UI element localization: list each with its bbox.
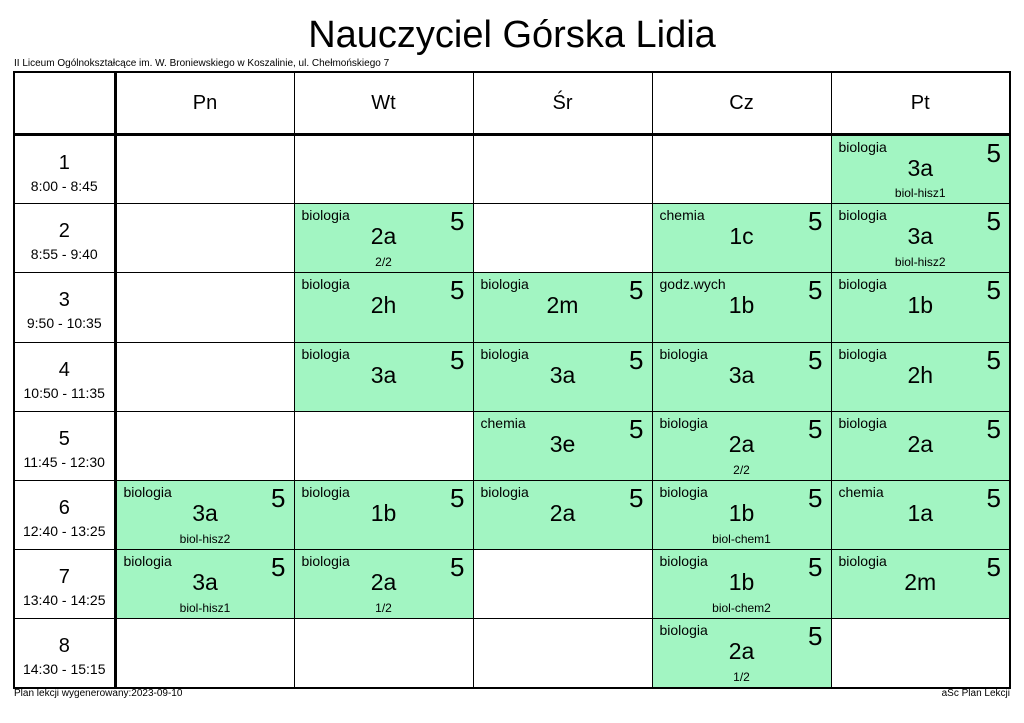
lesson-subject: chemia xyxy=(480,414,526,431)
period-time: 9:50 - 10:35 xyxy=(26,315,102,332)
period-row xyxy=(14,480,1010,549)
generated-note: Plan lekcji wygenerowany:2023-09-10 xyxy=(14,688,183,699)
lesson-cell xyxy=(294,550,473,619)
lesson-class: 3a xyxy=(370,361,397,388)
lesson-room: 5 xyxy=(986,138,1001,168)
lesson-cell xyxy=(652,204,831,273)
empty-cell xyxy=(473,204,652,273)
lesson-cell xyxy=(294,273,473,342)
day-header: Wt xyxy=(294,72,473,135)
empty-cell xyxy=(831,619,1010,688)
lesson-room: 5 xyxy=(986,482,1001,513)
day-header: Cz xyxy=(652,72,831,135)
lesson-room: 5 xyxy=(808,344,823,375)
lesson-cell xyxy=(831,342,1010,411)
timetable xyxy=(13,71,1011,689)
lesson-subject: biologia xyxy=(301,483,350,500)
lesson-class: 1c xyxy=(729,223,754,250)
period-time: 14:30 - 15:15 xyxy=(22,661,106,678)
lesson-cell xyxy=(473,411,652,480)
empty-cell xyxy=(115,135,294,204)
period-number: 2 xyxy=(58,220,70,243)
lesson-room: 5 xyxy=(808,413,823,444)
school-name: II Liceum Ogólnokształcące im. W. Broniewskiego w Koszalinie, ul. Chełmońskiego 7 xyxy=(14,58,390,69)
lesson-subject: biologia xyxy=(301,553,350,570)
lesson-subject: biologia xyxy=(123,553,172,570)
lesson-class: 1a xyxy=(907,499,934,526)
lesson-cell xyxy=(115,550,294,619)
lesson-class: 3a xyxy=(192,569,218,596)
period-header xyxy=(14,619,115,688)
lesson-cell xyxy=(652,273,831,342)
period-time: 13:40 - 14:25 xyxy=(22,592,106,609)
day-header: Śr xyxy=(473,72,652,135)
period-row xyxy=(14,273,1010,342)
lesson-room: 5 xyxy=(808,275,823,306)
period-header xyxy=(14,411,115,480)
lesson-class: 3a xyxy=(907,223,934,250)
period-number: 4 xyxy=(58,358,70,381)
period-number: 1 xyxy=(58,151,70,174)
empty-cell xyxy=(473,550,652,619)
lesson-group: 1/2 xyxy=(375,601,392,616)
lesson-room: 5 xyxy=(986,344,1001,375)
lesson-subject: biologia xyxy=(838,207,887,224)
lesson-subject: biologia xyxy=(301,345,350,362)
lesson-class: 2a xyxy=(370,223,397,250)
empty-cell xyxy=(115,273,294,342)
period-number: 7 xyxy=(58,566,70,589)
lesson-room: 5 xyxy=(808,552,823,583)
lesson-subject: biologia xyxy=(480,345,529,362)
lesson-subject: chemia xyxy=(659,207,705,224)
lesson-group: biol-hisz1 xyxy=(894,186,946,201)
lesson-class: 2a xyxy=(728,638,755,665)
period-time: 10:50 - 11:35 xyxy=(23,384,105,401)
period-row xyxy=(14,619,1010,688)
period-number: 6 xyxy=(58,497,70,520)
lesson-group: biol-hisz2 xyxy=(179,532,231,547)
period-number: 3 xyxy=(58,289,70,312)
lesson-room: 5 xyxy=(450,482,465,513)
lesson-cell xyxy=(473,480,652,549)
empty-cell xyxy=(473,135,652,204)
lesson-class: 2a xyxy=(907,430,934,457)
lesson-cell xyxy=(831,411,1010,480)
period-time: 12:40 - 13:25 xyxy=(22,523,106,540)
empty-cell xyxy=(294,411,473,480)
lesson-class: 2a xyxy=(728,430,755,457)
empty-cell xyxy=(115,204,294,273)
period-header xyxy=(14,204,115,273)
lesson-group: biol-chem2 xyxy=(712,601,771,616)
lesson-group: 1/2 xyxy=(733,670,750,684)
corner-cell xyxy=(14,72,115,135)
empty-cell xyxy=(115,342,294,411)
lesson-subject: biologia xyxy=(838,139,887,155)
lesson-cell xyxy=(473,273,652,342)
lesson-class: 2h xyxy=(907,361,934,388)
lesson-class: 2a xyxy=(370,569,397,596)
period-header xyxy=(14,273,115,342)
lesson-room: 5 xyxy=(986,552,1001,583)
brand-note: aSc Plan Lekcji xyxy=(941,688,1010,699)
lesson-class: 1b xyxy=(907,292,934,319)
lesson-room: 5 xyxy=(629,344,644,375)
period-row xyxy=(14,342,1010,411)
day-header: Pn xyxy=(115,72,294,135)
lesson-cell xyxy=(294,204,473,273)
lesson-group: biol-hisz2 xyxy=(894,255,946,270)
lesson-subject: biologia xyxy=(123,483,172,500)
lesson-cell xyxy=(831,204,1010,273)
lesson-subject: biologia xyxy=(301,207,350,224)
lesson-class: 1b xyxy=(728,292,755,319)
lesson-subject: biologia xyxy=(838,414,887,431)
lesson-class: 2m xyxy=(904,569,937,596)
lesson-room: 5 xyxy=(629,275,644,306)
period-number: 8 xyxy=(58,635,70,658)
lesson-subject: biologia xyxy=(659,414,708,431)
lesson-cell xyxy=(831,480,1010,549)
lesson-room: 5 xyxy=(808,482,823,513)
period-row xyxy=(14,135,1010,204)
lesson-class: 1b xyxy=(728,569,755,596)
lesson-subject: biologia xyxy=(301,276,350,293)
lesson-cell xyxy=(652,342,831,411)
lesson-subject: chemia xyxy=(838,483,884,500)
lesson-cell xyxy=(652,550,831,619)
lesson-cell xyxy=(652,480,831,549)
lesson-subject: biologia xyxy=(838,276,887,293)
lesson-class: 3a xyxy=(549,361,576,388)
period-row xyxy=(14,550,1010,619)
lesson-subject: biologia xyxy=(480,483,529,500)
lesson-group: 2/2 xyxy=(733,462,750,477)
lesson-room: 5 xyxy=(629,482,644,513)
period-header xyxy=(14,550,115,619)
lesson-cell xyxy=(294,342,473,411)
lesson-subject: biologia xyxy=(838,345,887,362)
period-time: 11:45 - 12:30 xyxy=(23,453,105,470)
lesson-cell xyxy=(831,135,1010,204)
empty-cell xyxy=(115,411,294,480)
lesson-subject: biologia xyxy=(659,345,708,362)
period-time: 8:00 - 8:45 xyxy=(30,177,98,194)
lesson-class: 3a xyxy=(728,361,755,388)
lesson-room: 5 xyxy=(986,206,1001,237)
lesson-room: 5 xyxy=(271,482,286,513)
period-header xyxy=(14,342,115,411)
lesson-class: 2m xyxy=(546,292,579,319)
period-row xyxy=(14,204,1010,273)
lesson-room: 5 xyxy=(629,413,644,444)
lesson-room: 5 xyxy=(450,206,465,237)
lesson-room: 5 xyxy=(808,621,823,652)
lesson-cell xyxy=(115,480,294,549)
lesson-cell xyxy=(831,550,1010,619)
lesson-class: 3a xyxy=(907,155,934,181)
lesson-room: 5 xyxy=(986,413,1001,444)
lesson-group: biol-hisz1 xyxy=(179,601,231,616)
lesson-class: 2h xyxy=(370,292,397,319)
period-time: 8:55 - 9:40 xyxy=(30,246,98,263)
lesson-cell xyxy=(473,342,652,411)
lesson-class: 1b xyxy=(728,499,755,526)
lesson-group: 2/2 xyxy=(375,255,392,270)
lesson-class: 3e xyxy=(549,430,576,457)
lesson-subject: biologia xyxy=(659,553,708,570)
lesson-cell xyxy=(652,619,831,688)
page-title: Nauczyciel Górska Lidia xyxy=(308,14,716,56)
lesson-subject: biologia xyxy=(659,483,708,500)
lesson-group: biol-chem1 xyxy=(712,532,771,547)
lesson-class: 3a xyxy=(192,499,218,526)
lesson-subject: biologia xyxy=(480,276,529,293)
lesson-room: 5 xyxy=(271,552,286,583)
lesson-room: 5 xyxy=(986,275,1001,306)
day-header: Pt xyxy=(831,72,1010,135)
empty-cell xyxy=(652,135,831,204)
lesson-subject: biologia xyxy=(838,553,887,570)
period-row xyxy=(14,411,1010,480)
lesson-room: 5 xyxy=(450,275,465,306)
lesson-room: 5 xyxy=(808,206,823,237)
day-header-row xyxy=(14,72,1010,135)
period-number: 5 xyxy=(58,427,70,450)
lesson-subject: godz.wych xyxy=(659,276,726,293)
lesson-class: 2a xyxy=(549,499,576,526)
lesson-cell xyxy=(652,411,831,480)
period-header xyxy=(14,480,115,549)
empty-cell xyxy=(115,619,294,688)
lesson-cell xyxy=(294,480,473,549)
lesson-room: 5 xyxy=(450,344,465,375)
empty-cell xyxy=(294,619,473,688)
lesson-class: 1b xyxy=(370,499,397,526)
empty-cell xyxy=(294,135,473,204)
lesson-room: 5 xyxy=(450,552,465,583)
period-header xyxy=(14,135,115,204)
lesson-subject: biologia xyxy=(659,622,708,639)
empty-cell xyxy=(473,619,652,688)
lesson-cell xyxy=(831,273,1010,342)
